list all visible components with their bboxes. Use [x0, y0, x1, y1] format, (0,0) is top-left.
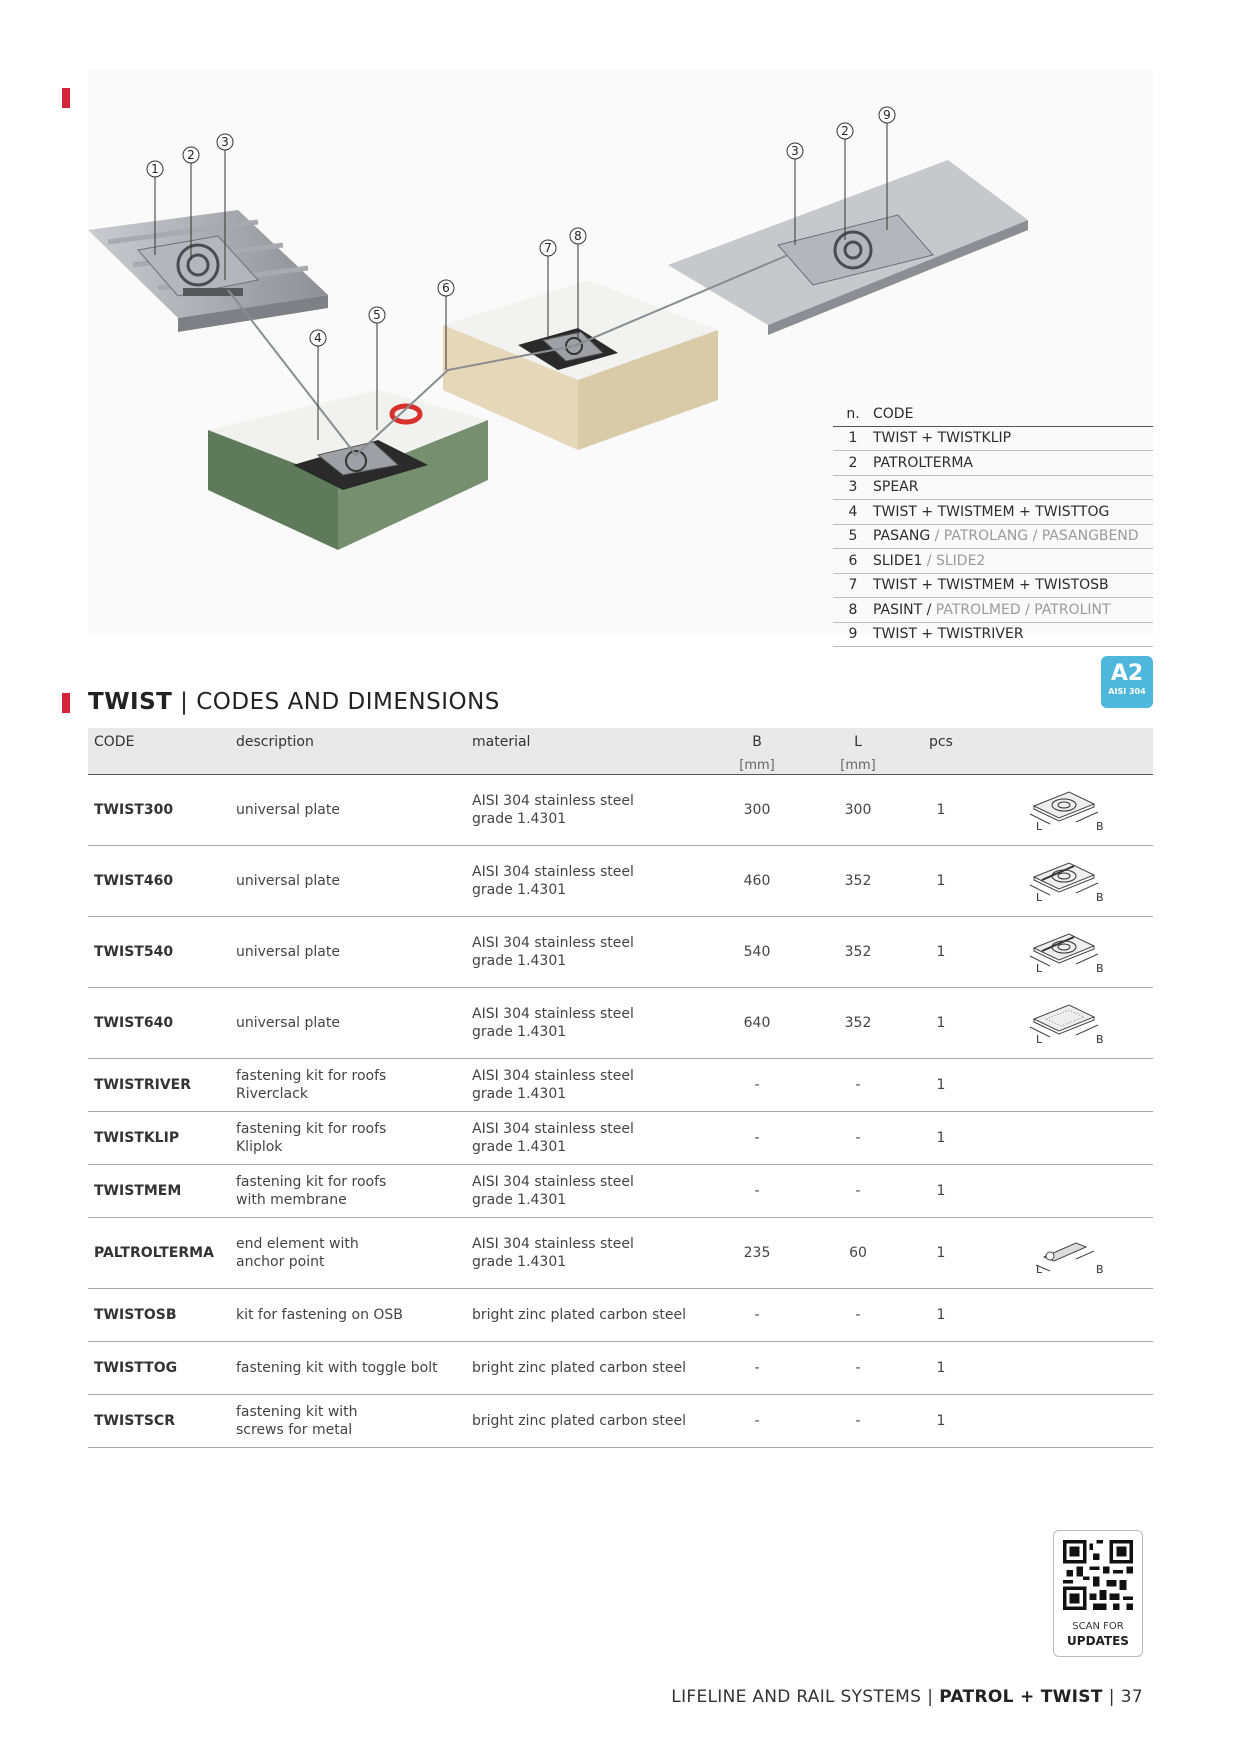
cell-pcs: 1	[908, 845, 974, 916]
callout-3-right	[787, 143, 803, 159]
svg-text:7: 7	[544, 241, 552, 255]
cell-pcs: 1	[908, 1058, 974, 1111]
legend-row: 8 PASINT / PATROLMED / PATROLINT	[833, 598, 1153, 623]
legend-row: 1 TWIST + TWISTKLIP	[833, 427, 1153, 452]
end-element-icon	[1014, 1225, 1114, 1275]
cell-description: universal plate	[230, 916, 466, 987]
table-row	[88, 774, 1153, 845]
callout-3	[217, 134, 233, 150]
cell-material: AISI 304 stainless steel grade 1.4301	[466, 845, 706, 916]
table-row	[88, 1164, 1153, 1217]
cell-b: -	[706, 1111, 808, 1164]
table-row	[88, 1111, 1153, 1164]
page-number: 37	[1120, 1687, 1143, 1707]
svg-text:L: L	[1035, 1263, 1042, 1275]
svg-text:L: L	[1035, 891, 1042, 903]
callout-2	[183, 147, 199, 163]
cell-icon	[974, 1164, 1153, 1217]
cell-pcs: 1	[908, 1217, 974, 1288]
legend-row: 4 TWIST + TWISTMEM + TWISTTOG	[833, 500, 1153, 525]
cell-l: 352	[808, 987, 908, 1058]
cell-pcs: 1	[908, 987, 974, 1058]
table-header	[88, 728, 1153, 774]
cell-pcs: 1	[908, 1341, 974, 1394]
cell-icon	[974, 1058, 1153, 1111]
table-row	[88, 916, 1153, 987]
cell-material: AISI 304 stainless steel grade 1.4301	[466, 987, 706, 1058]
cell-l: -	[808, 1111, 908, 1164]
codes-table	[88, 728, 1153, 1448]
cell-material: bright zinc plated carbon steel	[466, 1341, 706, 1394]
cell-l: 300	[808, 774, 908, 845]
cell-icon	[974, 1217, 1153, 1288]
callout-7	[540, 240, 556, 256]
cell-code: TWISTKLIP	[88, 1111, 230, 1164]
badge-material: AISI 304	[1108, 687, 1146, 696]
cell-description: universal plate	[230, 987, 466, 1058]
legend-row: 6 SLIDE1 / SLIDE2	[833, 549, 1153, 574]
legend-head-n: n.	[846, 405, 860, 422]
table-row	[88, 1058, 1153, 1111]
legend-head-code: CODE	[873, 405, 914, 422]
plate-square-icon	[1014, 782, 1114, 832]
svg-text:L: L	[1035, 962, 1042, 974]
footer-product: PATROL + TWIST	[939, 1687, 1103, 1707]
qr-code-icon	[1063, 1540, 1133, 1610]
table-row	[88, 845, 1153, 916]
cell-code: TWIST460	[88, 845, 230, 916]
cell-description: fastening kit with screws for metal	[230, 1394, 466, 1447]
svg-text:2: 2	[187, 148, 195, 162]
cell-b: -	[706, 1058, 808, 1111]
plate-rail-icon	[1014, 853, 1114, 903]
material-badge	[1101, 656, 1153, 708]
cell-l: -	[808, 1394, 908, 1447]
cell-b: -	[706, 1394, 808, 1447]
cell-material: bright zinc plated carbon steel	[466, 1394, 706, 1447]
plate-perforated-icon	[1014, 995, 1114, 1045]
cell-code: TWISTRIVER	[88, 1058, 230, 1111]
cell-l: 60	[808, 1217, 908, 1288]
cell-l: 352	[808, 845, 908, 916]
col-icon	[974, 728, 1153, 774]
callout-6	[438, 280, 454, 296]
legend-row: 7 TWIST + TWISTMEM + TWISTOSB	[833, 574, 1153, 599]
table-row	[88, 1394, 1153, 1447]
cell-description: fastening kit for roofs with membrane	[230, 1164, 466, 1217]
page-footer: LIFELINE AND RAIL SYSTEMS | PATROL + TWIST | 37	[671, 1687, 1143, 1707]
callout-9	[879, 107, 895, 123]
badge-grade: A2	[1110, 661, 1144, 686]
cell-icon	[974, 1111, 1153, 1164]
cell-pcs: 1	[908, 1111, 974, 1164]
cell-description: fastening kit for roofs Riverclack	[230, 1058, 466, 1111]
svg-text:3: 3	[221, 135, 229, 149]
legend-row: 5 PASANG / PATROLANG / PASANGBEND	[833, 525, 1153, 550]
svg-text:1: 1	[151, 162, 159, 176]
col-material: material	[472, 734, 531, 750]
svg-text:B: B	[1095, 1263, 1104, 1275]
cell-icon	[974, 1394, 1153, 1447]
svg-text:B: B	[1095, 891, 1104, 903]
svg-text:L: L	[1035, 1033, 1042, 1045]
table-row	[88, 1288, 1153, 1341]
cell-description: universal plate	[230, 774, 466, 845]
cell-code: TWIST300	[88, 774, 230, 845]
cell-b: 540	[706, 916, 808, 987]
cell-l: 352	[808, 916, 908, 987]
cell-code: PALTROLTERMA	[88, 1217, 230, 1288]
cell-icon	[974, 987, 1153, 1058]
cell-l: -	[808, 1058, 908, 1111]
components-legend	[833, 402, 1153, 647]
svg-text:3: 3	[791, 144, 799, 158]
cell-description: universal plate	[230, 845, 466, 916]
cell-pcs: 1	[908, 1288, 974, 1341]
cell-icon	[974, 1341, 1153, 1394]
svg-text:6: 6	[442, 281, 450, 295]
cell-material: AISI 304 stainless steel grade 1.4301	[466, 774, 706, 845]
cell-code: TWIST640	[88, 987, 230, 1058]
callout-4	[310, 330, 326, 346]
callout-2-right	[837, 123, 853, 139]
svg-text:B: B	[1095, 1033, 1104, 1045]
svg-text:B: B	[1095, 820, 1104, 832]
cell-pcs: 1	[908, 1394, 974, 1447]
cell-code: TWIST540	[88, 916, 230, 987]
legend-row: 2 PATROLTERMA	[833, 451, 1153, 476]
section-title-codes: TWIST | CODES AND DIMENSIONS	[88, 689, 500, 715]
cell-description: fastening kit for roofs Kliplok	[230, 1111, 466, 1164]
callout-5	[369, 307, 385, 323]
cell-code: TWISTMEM	[88, 1164, 230, 1217]
svg-text:5: 5	[373, 308, 381, 322]
legend-header	[833, 402, 1153, 427]
cell-b: 460	[706, 845, 808, 916]
cell-l: -	[808, 1164, 908, 1217]
table-row	[88, 987, 1153, 1058]
col-l: L [mm]	[840, 734, 876, 773]
cell-b: 640	[706, 987, 808, 1058]
legend-row: 3 SPEAR	[833, 476, 1153, 501]
cell-l: -	[808, 1341, 908, 1394]
cell-material: AISI 304 stainless steel grade 1.4301	[466, 1111, 706, 1164]
col-description: description	[236, 734, 314, 750]
cell-description: fastening kit with toggle bolt	[230, 1341, 466, 1394]
cell-icon	[974, 916, 1153, 987]
cell-code: TWISTSCR	[88, 1394, 230, 1447]
cell-pcs: 1	[908, 774, 974, 845]
callout-1	[147, 161, 163, 177]
cell-code: TWISTOSB	[88, 1288, 230, 1341]
cell-code: TWISTTOG	[88, 1341, 230, 1394]
table-row	[88, 1217, 1153, 1288]
cell-pcs: 1	[908, 916, 974, 987]
cell-icon	[974, 845, 1153, 916]
svg-text:4: 4	[314, 331, 322, 345]
cell-material: AISI 304 stainless steel grade 1.4301	[466, 1164, 706, 1217]
qr-caption-bold: UPDATES	[1067, 1634, 1129, 1648]
cell-description: end element with anchor point	[230, 1217, 466, 1288]
cell-material: AISI 304 stainless steel grade 1.4301	[466, 1058, 706, 1111]
cell-icon	[974, 774, 1153, 845]
cell-b: 235	[706, 1217, 808, 1288]
cell-description: kit for fastening on OSB	[230, 1288, 466, 1341]
col-pcs: pcs	[929, 734, 953, 750]
svg-text:9: 9	[883, 108, 891, 122]
table-row	[88, 1341, 1153, 1394]
svg-text:L: L	[1035, 820, 1042, 832]
cell-material: bright zinc plated carbon steel	[466, 1288, 706, 1341]
svg-text:B: B	[1095, 962, 1104, 974]
qr-caption: SCAN FOR	[1072, 1621, 1124, 1632]
footer-section: LIFELINE AND RAIL SYSTEMS	[671, 1687, 922, 1707]
cell-material: AISI 304 stainless steel grade 1.4301	[466, 1217, 706, 1288]
cell-pcs: 1	[908, 1164, 974, 1217]
svg-text:2: 2	[841, 124, 849, 138]
col-b: B [mm]	[739, 734, 775, 773]
section-marker	[62, 693, 70, 713]
cell-l: -	[808, 1288, 908, 1341]
cell-b: 300	[706, 774, 808, 845]
plate-rail-icon	[1014, 924, 1114, 974]
qr-code-box[interactable]	[1053, 1530, 1143, 1657]
cell-b: -	[706, 1288, 808, 1341]
cell-b: -	[706, 1341, 808, 1394]
callout-8	[570, 228, 586, 244]
col-code: CODE	[94, 734, 135, 750]
legend-row: 9 TWIST + TWISTRIVER	[833, 623, 1153, 648]
cell-b: -	[706, 1164, 808, 1217]
section-marker	[62, 88, 70, 108]
cell-material: AISI 304 stainless steel grade 1.4301	[466, 916, 706, 987]
svg-text:8: 8	[574, 229, 582, 243]
cell-icon	[974, 1288, 1153, 1341]
